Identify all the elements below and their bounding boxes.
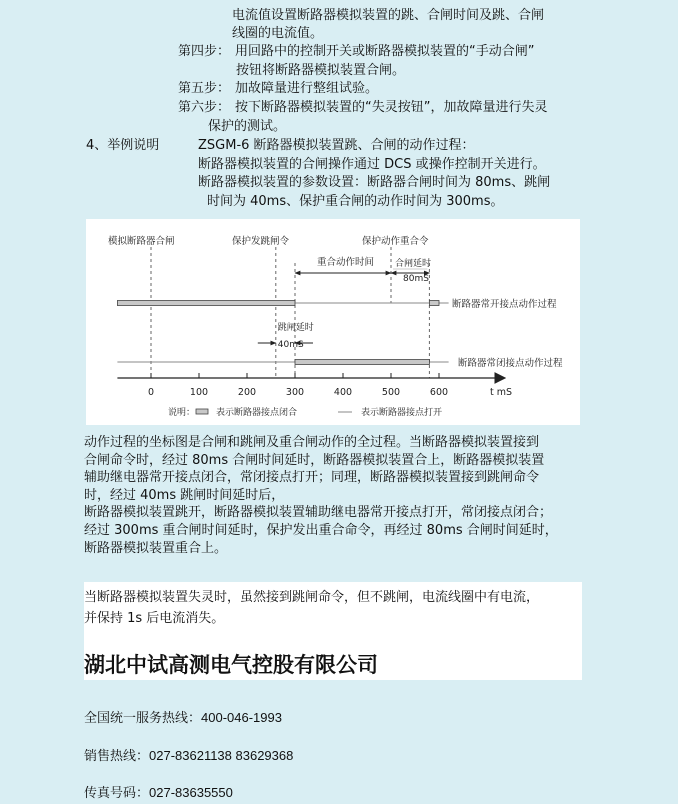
explanation-line: 动作过程的坐标图是合闸和跳闸及重合闸动作的全过程。当断路器模拟装置接到 [84,435,540,450]
event-label: 模拟断路器合闸 [108,236,175,247]
legend-closed-swatch [196,409,208,414]
close-delay-label: 合闸延时 [395,259,432,269]
explanation-paragraph [84,434,582,557]
step4-line2: 按钮将断路器模拟装置合闸。 [236,63,406,78]
example-heading: 4、举例说明 [86,138,160,153]
step6-line1: 按下断路器模拟装置的“失灵按钮”，加故障量进行失灵 [235,100,548,115]
x-tick-label: 100 [189,387,209,398]
failure-line: 当断路器模拟装置失灵时，虽然接到跳闸命令，但不跳闸，电流线圈中有电流， [84,590,540,605]
legend-closed-label: 表示断路器接点闭合 [216,408,298,418]
nc-contact-series-label: 断路器常闭接点动作过程 [458,358,563,369]
step5-text: 加故障量进行整组试验。 [235,81,379,96]
x-tick-label: 500 [381,387,401,398]
explanation-line: 经过 300ms 重合闸时间延时，保护发出重合命令，再经过 80ms 合闸时间延时， [84,522,558,538]
trip-delay-label: 跳闸延时 [277,323,314,333]
step3-line2: 线圈的电流值。 [232,26,324,41]
failure-paragraph [84,587,582,629]
event-label: 保护动作重合令 [362,236,429,247]
x-axis-label: t mS [490,387,513,398]
legend-title: 说明： [168,408,196,418]
x-tick-label: 0 [147,387,155,398]
x-tick-label: 300 [285,387,305,398]
explanation-line: 断路器模拟装置跳开，断路器模拟装置辅助继电器常开接点打开，常闭接点闭合； [84,505,553,521]
x-tick-label: 600 [429,387,449,398]
company-name: 湖北中试高测电气控股有限公司 [84,653,378,677]
example-line4: 时间为 40ms、保护重合闸的动作时间为 300ms。 [207,194,504,209]
explanation-line: 断路器模拟装置重合上。 [84,540,228,556]
timing-diagram [86,219,580,425]
hotline-text: 全国统一服务热线：400-046-1993 [84,710,282,725]
sales-hotline-text: 销售热线：027-83621138 83629368 [84,748,294,763]
legend-open-label: 表示断路器接点打开 [361,408,443,418]
step6-label: 第六步： [178,100,231,115]
step4-label: 第四步： [178,44,231,59]
x-tick-label: 400 [333,387,353,398]
timing-diagram-svg [86,219,580,425]
explanation-line: 辅助继电器常开接点闭合，常闭接点打开；同理，断路器模拟装置接到跳闸命令 [84,470,540,486]
explanation-line: 合闸命令时，经过 80ms 合闸时间延时，断路器模拟装置合上，断路器模拟装置 [84,452,545,468]
no-contact-closed-bar [429,301,439,306]
explanation-line: 时，经过 40ms 跳闸时间延时后， [84,487,285,503]
step4-line1: 用回路中的控制开关或断路器模拟装置的“手动合闸” [235,44,535,59]
nc-contact-closed-bar [295,360,429,365]
event-label: 保护发跳闸令 [232,236,290,247]
x-tick-label: 200 [237,387,257,398]
step6-line2: 保护的测试。 [208,119,287,134]
fax-text: 传真号码：027-83635550 [84,785,233,800]
no-contact-series-label: 断路器常开接点动作过程 [452,299,557,310]
example-line1: ZSGM-6 断路器模拟装置跳、合闸的动作过程： [198,138,475,153]
failure-line: 并保持 1s 后电流消失。 [84,611,225,626]
step3-line1: 电流值设置断路器模拟装置的跳、合闸时间及跳、合闸 [232,8,545,23]
trip-delay-value: 40mS [277,340,304,350]
example-line3: 断路器模拟装置的参数设置：断路器合闸时间为 80ms、跳闸 [198,175,551,190]
close-delay-value: 80mS [403,274,429,284]
no-contact-closed-bar [117,301,295,306]
step5-label: 第五步： [178,81,231,96]
example-line2: 断路器模拟装置的合闸操作通过 DCS 或操作控制开关进行。 [198,157,546,172]
reclose-interval-label: 重合动作时间 [317,257,375,268]
